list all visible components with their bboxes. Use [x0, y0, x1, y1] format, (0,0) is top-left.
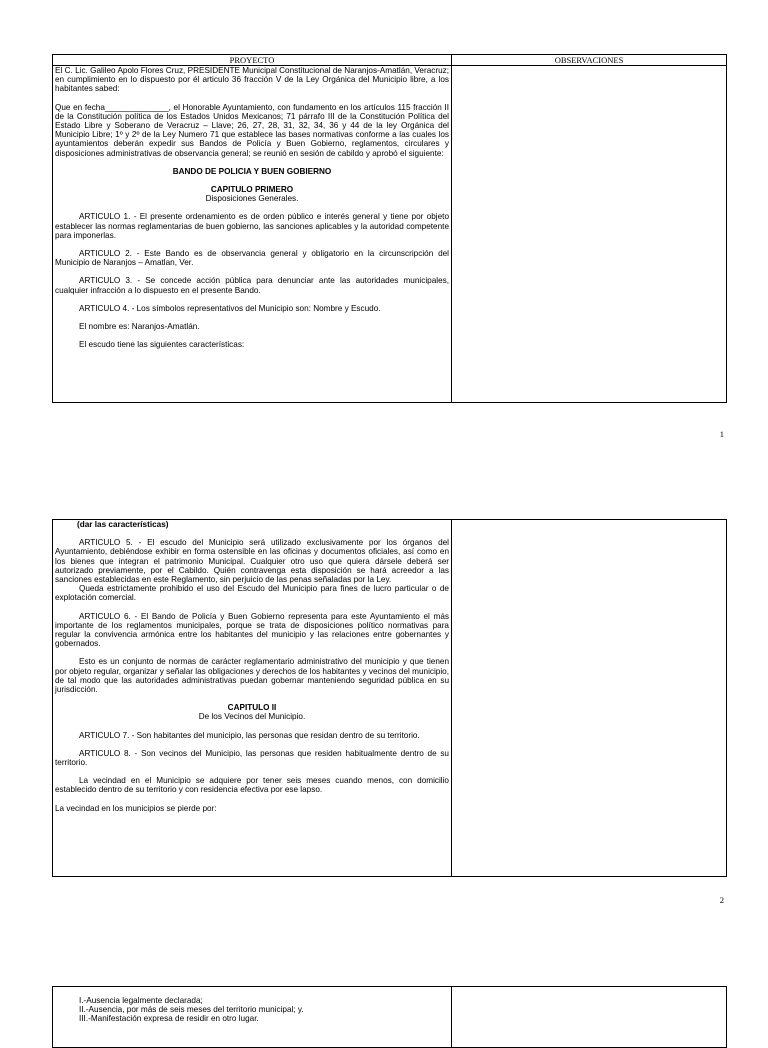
- observaciones-cell: [452, 66, 727, 403]
- chapter-2-title: CAPITULO II: [227, 703, 277, 713]
- article-3: ARTICULO 3. - Se concede acción pública para denunciar ante las autoridades municipales, cualquier infracción a lo dispuesto en el presente Bando.: [55, 276, 449, 295]
- proyecto-cell: [53, 66, 452, 403]
- list-item: II.-Ausencia, por más de seis meses del territorio municipal; y.: [79, 1005, 304, 1015]
- queda-paragraph: Queda estrictamente prohibido el uso del Escudo del Municipio para fines de lucro particular o de explotación comercial.: [55, 584, 449, 603]
- column-header-observaciones: OBSERVACIONES: [452, 55, 727, 66]
- dar-caracteristicas: (dar las características): [77, 520, 169, 529]
- article-4: ARTICULO 4. - Los símbolos representativos del Municipio son: Nombre y Escudo.: [79, 303, 381, 313]
- proyecto-cell: [53, 520, 452, 877]
- page-3-table: [52, 986, 727, 1048]
- article-7: ARTICULO 7. - Son habitantes del municipio, las personas que residan dentro de su territorio.: [79, 730, 420, 740]
- observaciones-cell: [452, 987, 727, 1048]
- chapter-1-title: CAPITULO PRIMERO: [210, 185, 294, 195]
- page-number-2: 2: [719, 895, 724, 905]
- page-2-table: [52, 519, 727, 877]
- article-5: ARTICULO 5. - El escudo del Municipio será utilizado exclusivamente por los órganos del Ayuntamiento, debiéndose exhibir en forma ostensible en las oficinas y documentos oficiales, así como en los bienes que integran el patrimonio Municipal. Cualquier otro uso que quiera dársele deberá ser autorizado previamente, por el Cabildo. Quién contravenga esta disposición se hará acreedor a las sanciones establecidas en este Reglamento, sin perjuicio de las penas señaladas por la Ley.: [55, 538, 449, 585]
- column-header-proyecto: PROYECTO: [53, 55, 452, 66]
- list-item: I.-Ausencia legalmente declarada;: [79, 996, 203, 1005]
- article-6: ARTICULO 6. - El Bando de Policía y Buen Gobierno representa para este Ayuntamiento el más importante de los reglamentos municipales, porque se trata de disposiciones político normativas para regular la convivencia armónica entre los habitantes del municipio y las relaciones entre gobernantes y gobernados.: [55, 611, 449, 649]
- proyecto-cell: [53, 987, 452, 1048]
- nombre-paragraph: El nombre es: Naranjos-Amatlán.: [79, 322, 200, 332]
- observaciones-cell: [452, 520, 727, 877]
- pierde-paragraph: La vecindad en los municipios se pierde por:: [55, 803, 217, 813]
- chapter-2-subtitle: De los Vecinos del Municipio.: [198, 712, 306, 722]
- page-number-1: 1: [719, 429, 724, 439]
- vecindad-paragraph: La vecindad en el Municipio se adquiere por tener seis meses cuando menos, con domicilio establecido dentro de su territorio y con residencia efectiva por ese lapso.: [55, 776, 449, 795]
- page-1-table: [52, 54, 727, 403]
- chapter-1-subtitle: Disposiciones Generales.: [205, 194, 299, 204]
- article-1: ARTICULO 1. - El presente ordenamiento es de orden público e interés general y tiene por objeto establecer las normas reglamentarias de buen gobierno, las sanciones aplicables y la autoridad competente para imponerlas.: [55, 212, 449, 240]
- escudo-paragraph: El escudo tiene las siguientes características:: [79, 340, 245, 350]
- que-paragraph: Que en fecha______________, el Honorable Ayuntamiento, con fundamento en los artículos 115 fracción II de la Constitución política de los Estados Unidos Mexicanos; 71 párrafo III de la Constitución Política del Estado Libre y Soberano de Veracruz – Llave; 26, 27, 28, 31, 32, 34, 36 y 44 de la ley Orgánica del Municipio Libre; 1º y 2º de la Ley Numero 71 que establece las bases normativas conforme a las cuales los ayuntamientos deberán expedir sus Bandos de Policía y Buen Gobierno, reglamentos, circulares y disposiciones administrativas de observancia general; se reunió en sesión de cabildo y aprobó el siguiente:: [55, 102, 449, 158]
- intro-paragraph: El C. Lic. Galileo Apolo Flores Cruz, PRESIDENTE Municipal Constitucional de Naranjos-Amatlán, Veracruz; en cumplimiento en lo dispuesto por él articulo 36 fracción V de la Ley Orgánica del Municipio libre, a los habitantes sabed:: [55, 66, 449, 94]
- list-item: III.-Manifestación expresa de residir en otro lugar.: [79, 1014, 259, 1024]
- article-2: ARTICULO 2. - Este Bando es de observancia general y obligatorio en la circunscripción del Municipio de Naranjos – Amatlan, Ver.: [55, 249, 449, 268]
- article-8: ARTICULO 8. - Son vecinos del Municipio, las personas que residen habitualmente dentro de su territorio.: [55, 748, 449, 768]
- esto-paragraph: Esto es un conjunto de normas de carácter reglamentario administrativo del municipio y que tienen por objeto regular, organizar y señalar las obligaciones y derechos de los habitantes y vecinos del municipio, de tal modo que las autoridades administrativas puedan gobernar manteniendo seguridad pública en su jurisdicción.: [55, 657, 449, 695]
- document-title: BANDO DE POLICIA Y BUEN GOBIERNO: [172, 166, 332, 176]
